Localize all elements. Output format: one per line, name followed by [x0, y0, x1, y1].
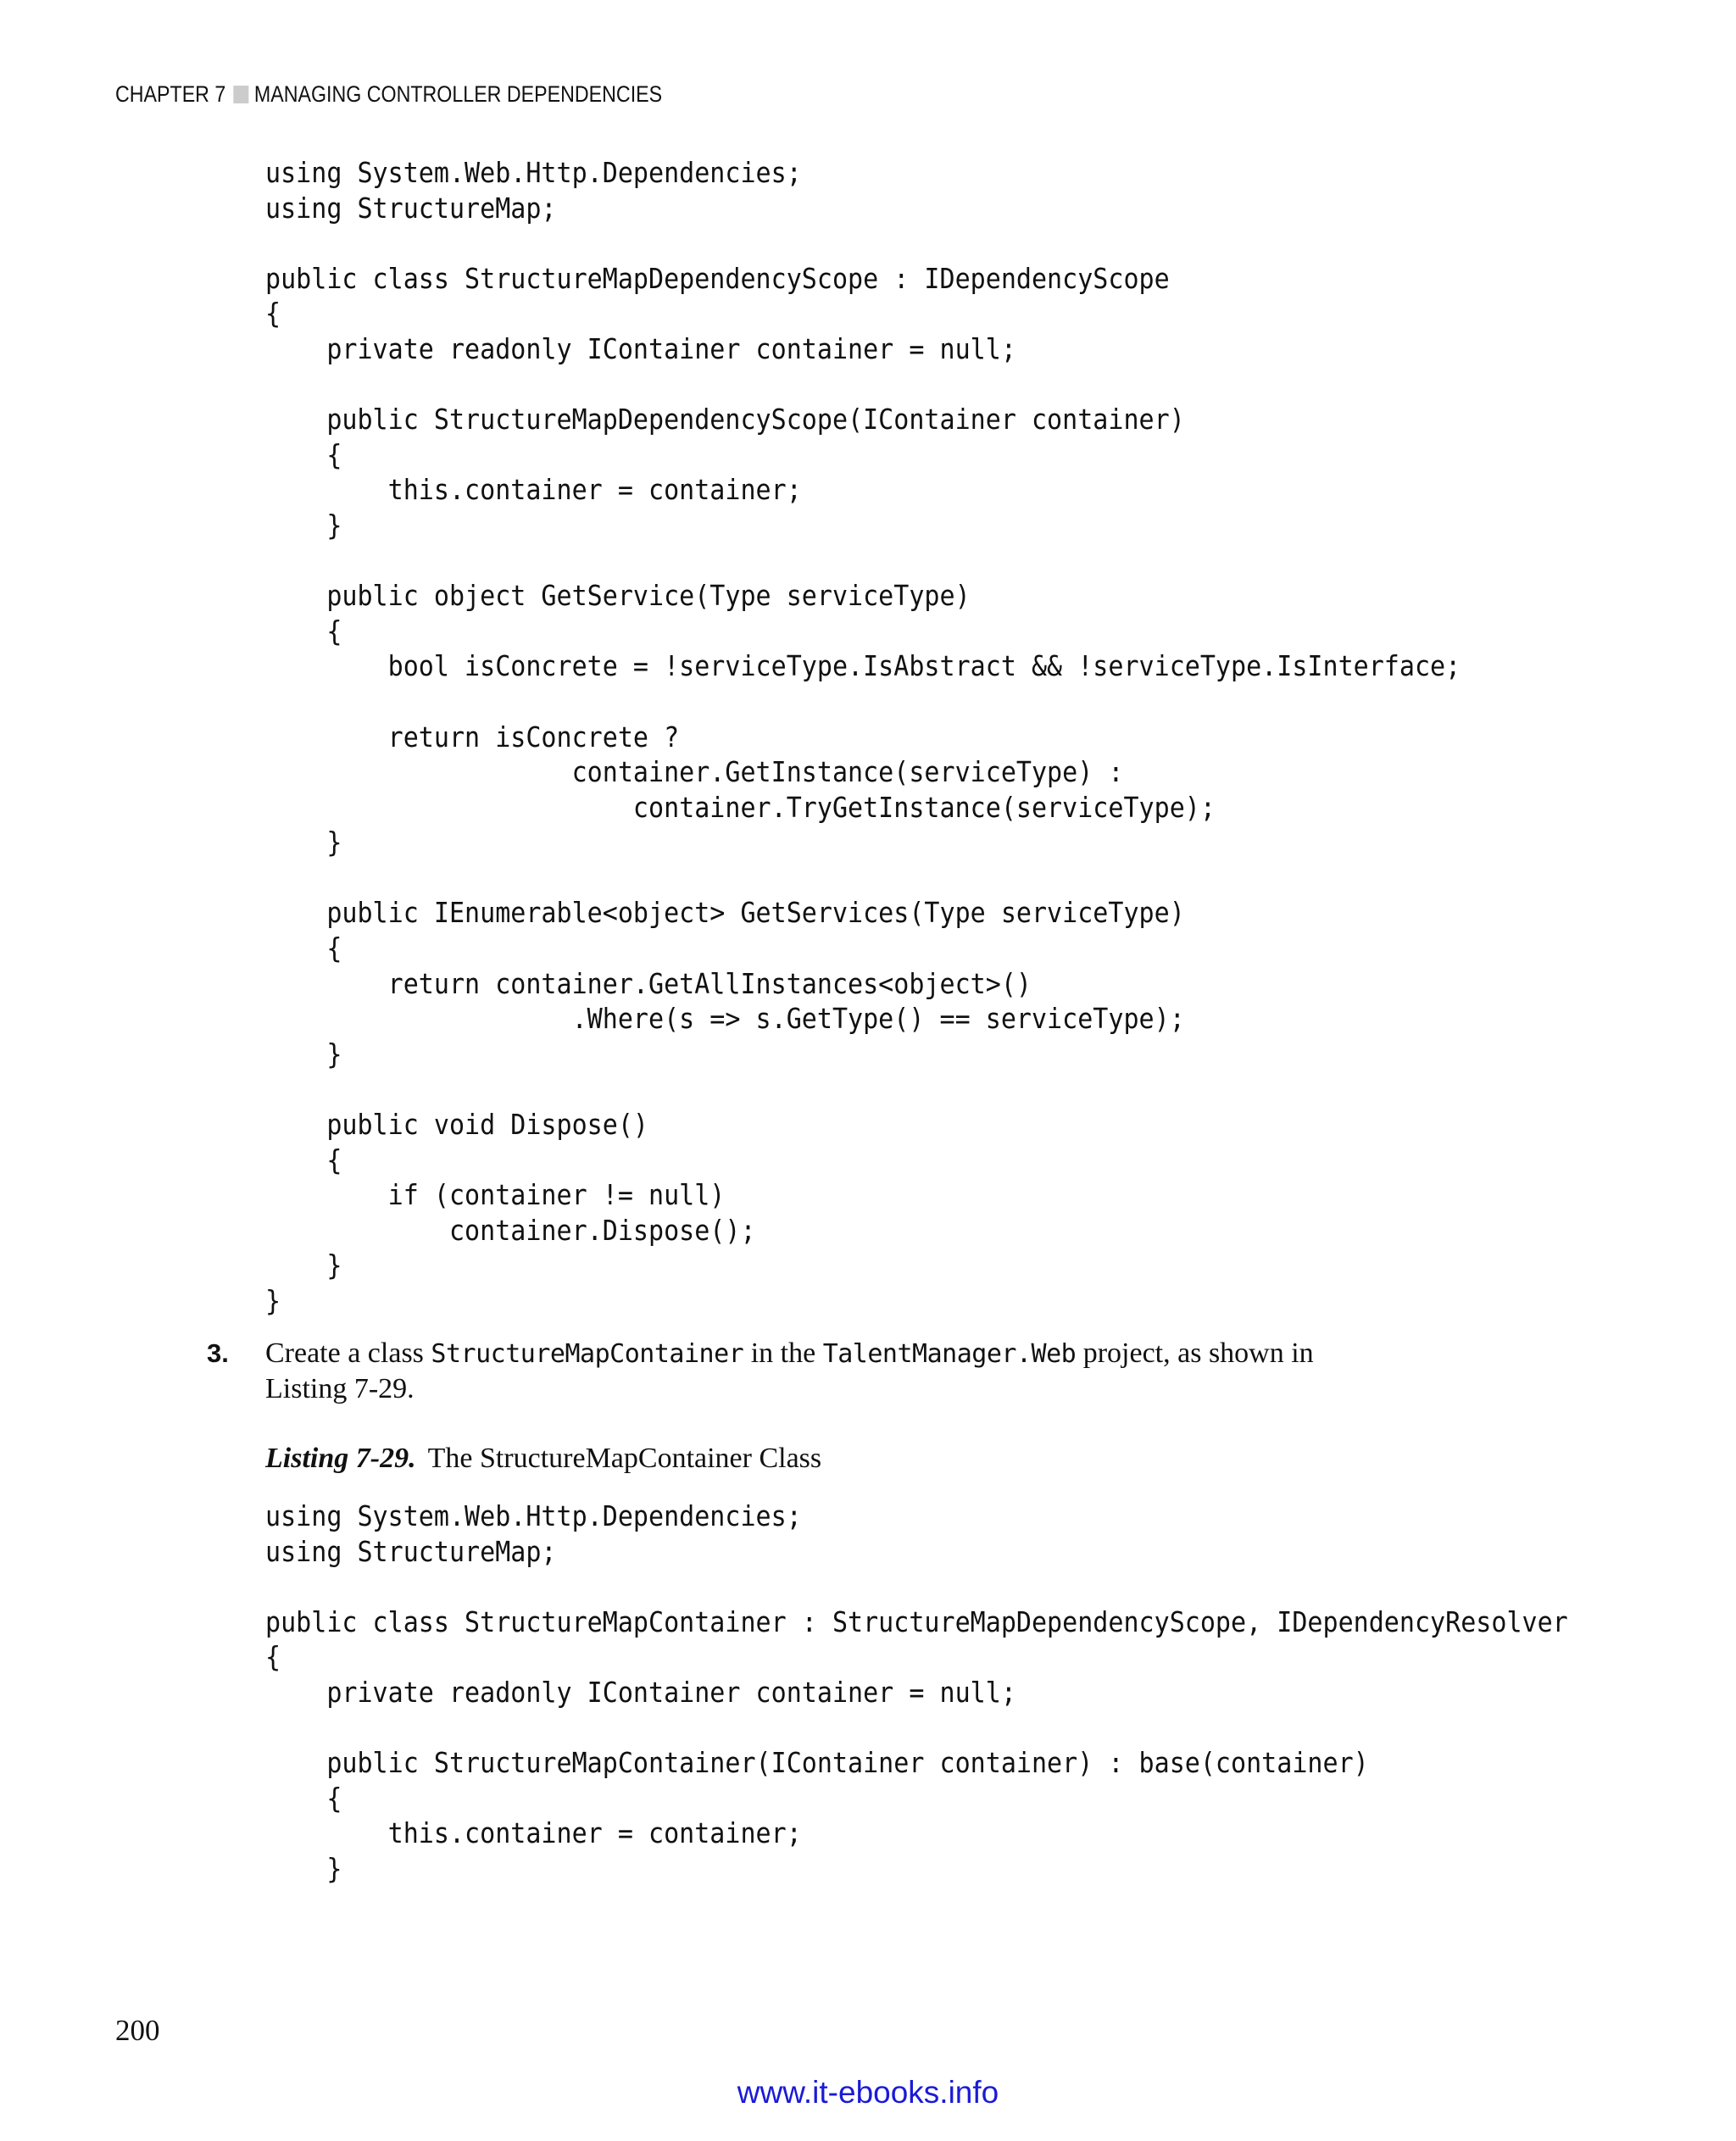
- inline-code-class-name: StructureMapContainer: [431, 1339, 744, 1369]
- listing-label: Listing 7-29.: [265, 1443, 416, 1474]
- inline-code-project-name: TalentManager.Web: [822, 1339, 1077, 1369]
- step-number: 3.: [207, 1338, 229, 1368]
- listing-title: The StructureMapContainer Class: [427, 1443, 822, 1474]
- listing-caption: [265, 1443, 821, 1475]
- code-listing-container: using System.Web.Http.Dependencies; using StructureMap; public class StructureMapContainer : StructureMapDependencyScope, IDependencyResolver { private readonly IContainer container = null; public StructureMapContainer(IContainer container) : base(container) { this.container = container; }: [265, 1499, 1568, 1885]
- step-text-part: in the: [743, 1337, 823, 1369]
- step-text-part: Create a class: [265, 1337, 431, 1369]
- chapter-title: MANAGING CONTROLLER DEPENDENCIES: [253, 81, 663, 107]
- code-listing-dependency-scope: using System.Web.Http.Dependencies; using StructureMap; public class StructureMapDependencyScope : IDependencyScope { private readonly IContainer container = null; public StructureMapDependencyScope(IContainer container) { this.container = container; } public object GetService(Type serviceType) { bool isConcrete = !serviceType.IsAbstract && !serviceType.IsInterface; return isConcrete ? container.GetInstance(serviceType) : container.TryGetInstance(serviceType); } public IEnumerable<object> GetServices(Type serviceType) { return container.GetAllInstances<object>() .Where(s => s.GetType() == serviceType); } public void Dispose() { if (container != null) container.Dispose(); } }: [265, 156, 1461, 1317]
- running-header: [115, 81, 662, 108]
- header-separator-square: [233, 86, 248, 103]
- step-text-part: project, as shown in Listing 7-29.: [265, 1337, 1314, 1404]
- page-number: 200: [115, 2014, 160, 2047]
- step-text: [265, 1336, 1393, 1406]
- chapter-label: CHAPTER 7: [115, 81, 226, 107]
- footer-website-link[interactable]: www.it-ebooks.info: [737, 2075, 999, 2110]
